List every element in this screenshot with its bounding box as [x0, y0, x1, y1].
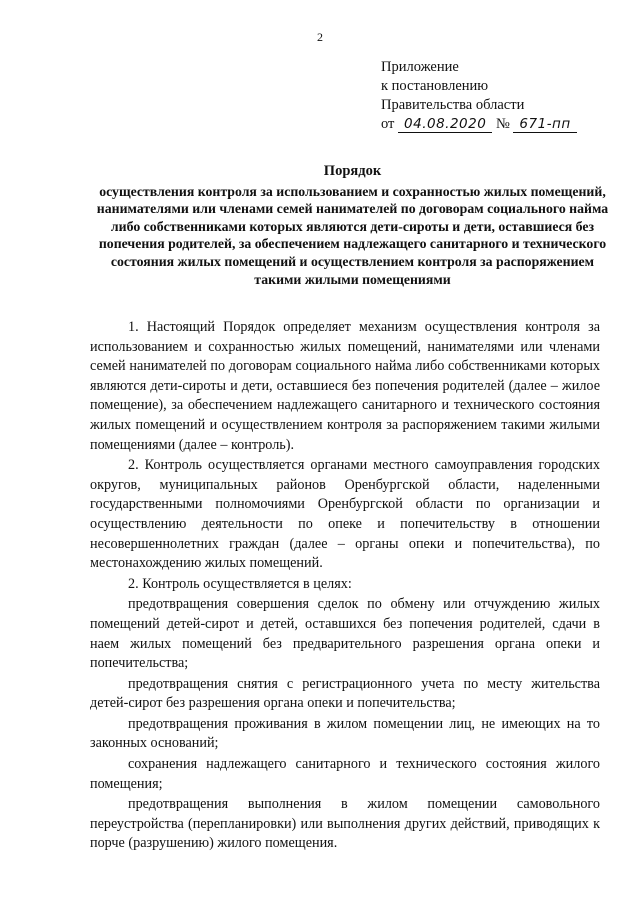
title-heading: Порядок: [323, 163, 382, 179]
goal-item-3: предотвращения проживания в жилом помещении лиц, не имеющих на то законных оснований;: [90, 715, 600, 752]
number-sign: №: [495, 116, 510, 132]
paragraph-2: 2. Контроль осуществляется органами местного самоуправления городских округов, муниципальных районов Оренбургской области, наделенными государственными полномочиями Оренбургской области по организации и осуществлению деятельности по опеке и попечительству в отношении несовершеннолетних граждан (далее – органы опеки и попечительства), по местонахождению жилых помещений.: [90, 457, 600, 572]
appendix-line-3: Правительства области: [381, 97, 525, 113]
goal-item-1: предотвращения совершения сделок по обмену или отчуждению жилых помещений детей-сирот и детей, оставшихся без попечения родителей, сдачи в наем жилых помещений без предварительного разрешения органа опеки и попечительства;: [90, 596, 600, 672]
appendix-line-1: Приложение: [381, 59, 459, 75]
title-subtitle: осуществления контроля за использованием и сохранностью жилых помещений, нанимателями или членами семей нанимателей по договорам социального найма либо собственниками которых являются дети-сироты и дети, оставшиеся без попечения родителей, за обеспечением надлежащего санитарного и технического состояния жилых помещений и осуществлением контроля за распоряжением такими жилыми помещениями: [96, 183, 609, 287]
date-value: 04.08.2020: [398, 116, 492, 133]
appendix-line-2: к постановлению: [381, 78, 489, 94]
paragraph-3: 2. Контроль осуществляется в целях:: [128, 575, 352, 592]
goal-item-4: сохранения надлежащего санитарного и технического состояния жилого помещения;: [90, 756, 600, 792]
document-title: [90, 163, 615, 288]
page-number: 2: [317, 30, 323, 44]
goal-item-5: предотвращения выполнения в жилом помещении самовольного переустройства (перепланировки) или выполнения других действий, приводящих к порче (разрушению) жилого помещения.: [90, 796, 600, 852]
document-body: [90, 318, 600, 854]
appendix-date-line: [381, 115, 621, 134]
appendix-block: [381, 58, 621, 134]
number-value: 671-пп: [513, 116, 576, 133]
goal-item-2: предотвращения снятия с регистрационного учета по месту жительства детей-сирот без разрешения органа опеки и попечительства;: [90, 675, 600, 712]
date-prefix: от: [381, 116, 395, 132]
paragraph-1: 1. Настоящий Порядок определяет механизм осуществления контроля за использованием и сохранностью жилых помещений, нанимателями или членами семей нанимателей по договорам социального найма либо собственниками которых являются дети-сироты и дети, оставшиеся без попечения родителей (далее – жилое помещение), за обеспечением надлежащего санитарного и технического состояния жилых помещений и осуществлением контроля за распоряжением такими жилыми помещениями (далее – контроль).: [90, 319, 600, 453]
